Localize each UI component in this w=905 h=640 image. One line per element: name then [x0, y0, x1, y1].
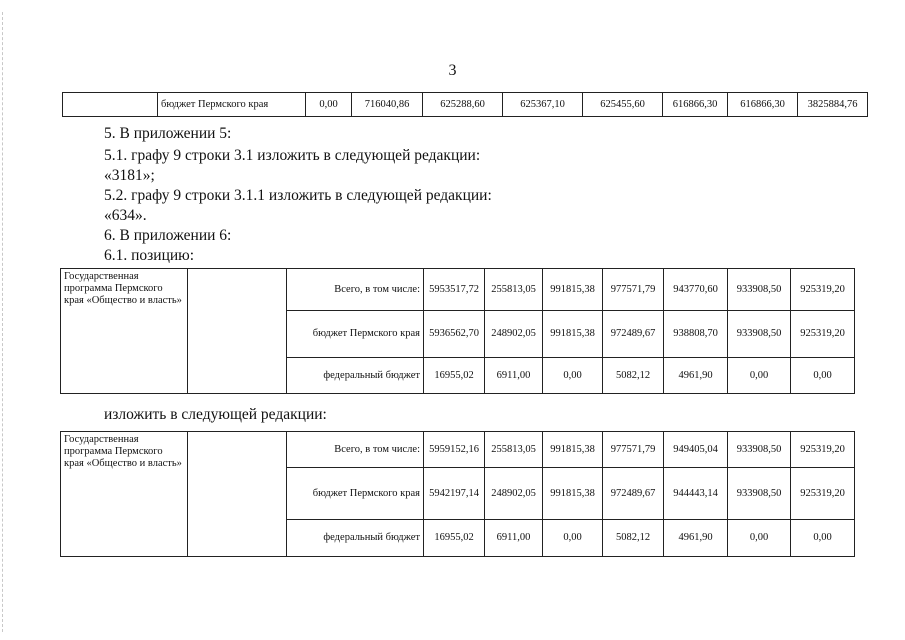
program-table-new	[60, 431, 855, 557]
program-name: Государственная программа Пермского края «Общество и власть»	[61, 432, 188, 557]
program-name: Государственная программа Пермского края «Общество и власть»	[61, 269, 188, 394]
table-row	[63, 93, 868, 117]
table-cell: 0,00	[543, 520, 603, 557]
row-label: бюджет Пермского края	[158, 93, 306, 117]
table-cell: 949405,04	[664, 432, 728, 468]
table-cell: 991815,38	[543, 468, 603, 520]
paragraph-appendix-6: 6. В приложении 6:	[104, 227, 232, 244]
table-cell: 5936562,70	[424, 311, 485, 358]
table-cell: 943770,60	[664, 269, 728, 311]
paragraph-5-1: 5.1. графу 9 строки 3.1 изложить в следующей редакции:	[104, 147, 481, 164]
table-cell: 925319,20	[791, 432, 855, 468]
table-cell: 977571,79	[603, 432, 664, 468]
table-cell: 625455,60	[583, 93, 663, 117]
table-cell: 716040,86	[352, 93, 423, 117]
paragraph-value-634: «634».	[104, 207, 147, 224]
table-cell: 4961,90	[664, 358, 728, 394]
table-cell: 933908,50	[728, 311, 791, 358]
table-cell: 5082,12	[603, 358, 664, 394]
table-cell: 6911,00	[485, 358, 543, 394]
table-cell: 944443,14	[664, 468, 728, 520]
table-cell: 625367,10	[503, 93, 583, 117]
table-cell: 972489,67	[603, 468, 664, 520]
table-cell: 991815,38	[543, 269, 603, 311]
table-cell: 925319,20	[791, 468, 855, 520]
table-cell: 0,00	[306, 93, 352, 117]
table-cell: 0,00	[543, 358, 603, 394]
table-cell: 616866,30	[728, 93, 798, 117]
table-cell: 5942197,14	[424, 468, 485, 520]
table-cell: 16955,02	[424, 358, 485, 394]
empty-cell	[63, 93, 158, 117]
table-cell: 925319,20	[791, 311, 855, 358]
table-cell: 933908,50	[728, 432, 791, 468]
table-cell: 248902,05	[485, 468, 543, 520]
row-label: бюджет Пермского края	[287, 468, 424, 520]
table-cell: 933908,50	[728, 468, 791, 520]
paragraph-6-1: 6.1. позицию:	[104, 247, 195, 264]
empty-cell	[188, 432, 287, 557]
table-cell: 938808,70	[664, 311, 728, 358]
table-cell: 925319,20	[791, 269, 855, 311]
paragraph-appendix-5: 5. В приложении 5:	[104, 125, 232, 142]
table-cell: 0,00	[791, 520, 855, 557]
table-cell: 933908,50	[728, 269, 791, 311]
table-cell: 991815,38	[543, 311, 603, 358]
top-budget-table	[62, 92, 868, 117]
table-cell: 5082,12	[603, 520, 664, 557]
table-cell: 616866,30	[663, 93, 728, 117]
table-cell: 0,00	[791, 358, 855, 394]
empty-cell	[188, 269, 287, 394]
page-number: 3	[448, 62, 457, 79]
table-cell: 248902,05	[485, 311, 543, 358]
table-cell: 5953517,72	[424, 269, 485, 311]
table-cell: 991815,38	[543, 432, 603, 468]
scan-edge-line	[2, 12, 3, 632]
paragraph-value-3181: «3181»;	[104, 167, 155, 184]
table-cell: 5959152,16	[424, 432, 485, 468]
table-cell: 0,00	[728, 520, 791, 557]
row-label: Всего, в том числе:	[287, 432, 424, 468]
table-row	[61, 432, 855, 468]
table-cell: 972489,67	[603, 311, 664, 358]
row-label: бюджет Пермского края	[287, 311, 424, 358]
table-cell: 6911,00	[485, 520, 543, 557]
table-cell: 255813,05	[485, 269, 543, 311]
table-cell: 255813,05	[485, 432, 543, 468]
table-cell: 4961,90	[664, 520, 728, 557]
row-label: Всего, в том числе:	[287, 269, 424, 311]
table-cell: 0,00	[728, 358, 791, 394]
row-label: федеральный бюджет	[287, 520, 424, 557]
table-cell: 977571,79	[603, 269, 664, 311]
row-label: федеральный бюджет	[287, 358, 424, 394]
table-row	[61, 269, 855, 311]
program-table-old	[60, 268, 855, 394]
table-cell: 625288,60	[423, 93, 503, 117]
paragraph-5-2: 5.2. графу 9 строки 3.1.1 изложить в следующей редакции:	[104, 187, 492, 204]
table-cell: 16955,02	[424, 520, 485, 557]
table-cell: 3825884,76	[798, 93, 868, 117]
paragraph-new-edition: изложить в следующей редакции:	[104, 406, 327, 423]
